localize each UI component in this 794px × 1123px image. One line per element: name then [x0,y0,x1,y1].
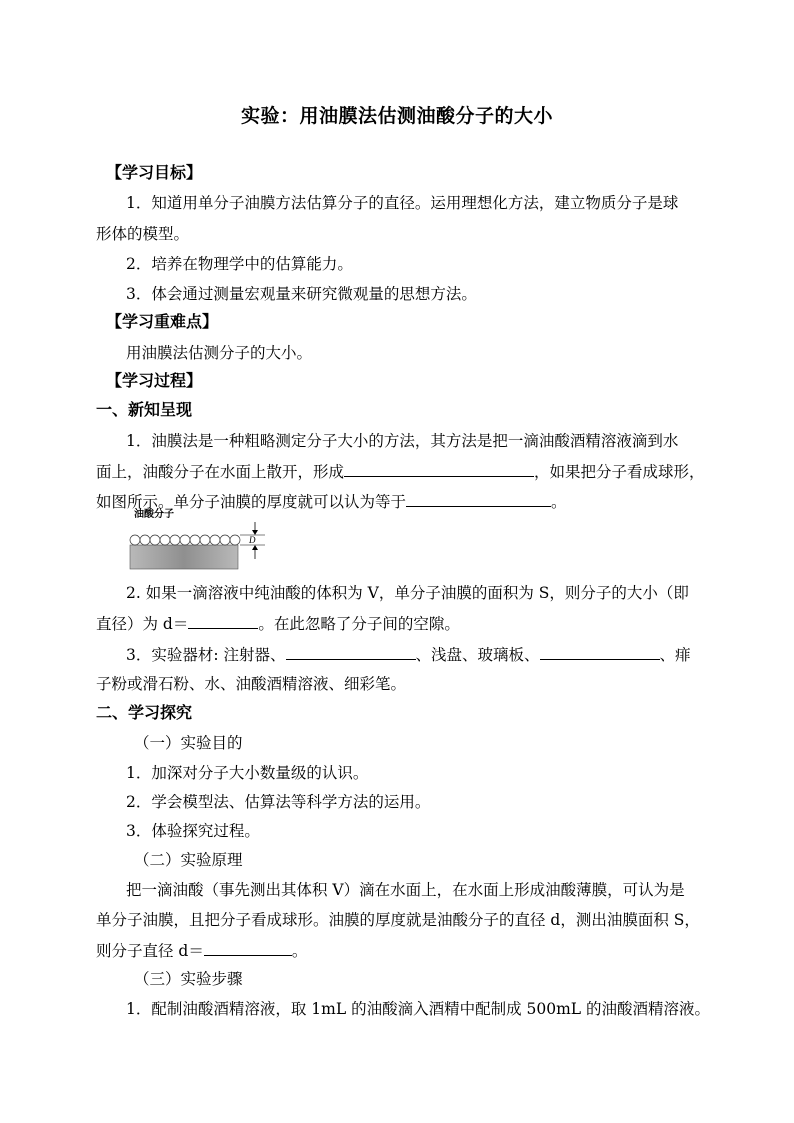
thickness-label: D [249,535,256,545]
objectives-heading: 【学习目标】 [106,163,203,182]
answer-blank-diameter[interactable] [188,613,258,629]
part1-p1-line2 [96,461,705,482]
part1-p1-line2-text-a: 面上，油酸分子在水面上散开，形成 [96,463,345,481]
s2-line-3-text-b: 。 [291,942,308,960]
process-heading: 【学习过程】 [106,371,203,390]
keypoints-heading: 【学习重难点】 [106,312,219,331]
figure-label: 油酸分子 [134,509,174,520]
answer-blank-formula[interactable] [204,940,292,956]
water-surface [130,545,238,569]
part1-p1-line3-text-b: 。 [551,493,567,511]
part1-p1-line1: 1．油膜法是一种粗略测定分子大小的方法，其方法是把一滴油酸酒精溶液滴到水 [126,432,679,450]
s1-item-3: 3．体验探究过程。 [126,822,260,840]
s2-line-1: 把一滴油酸（事先测出其体积 V）滴在水面上，在水面上形成油酸薄膜，可认为是 [126,881,685,899]
s2-line-3 [96,940,307,961]
s1-heading: （一）实验目的 [134,734,243,752]
answer-blank-equipment-2[interactable] [540,644,660,660]
part1-p3-line1 [126,644,691,665]
part1-p3-text-c: 、痱 [659,646,691,664]
part1-p3-text-a: 3．实验器材: 注射器、 [126,646,286,664]
s1-item-1: 1．加深对分子大小数量级的认识。 [126,764,369,782]
objective-1-line1: 1．知道用单分子油膜方法估算分子的直径。运用理想化方法，建立物质分子是球 [126,194,679,212]
s2-line-3-text-a: 则分子直径 d＝ [96,942,204,960]
part1-p3-text-b: 、浅盘、玻璃板、 [415,646,540,664]
objective-1-line2: 形体的模型。 [96,225,190,243]
part1-p2-line1: 2. 如果一滴溶液中纯油酸的体积为 V，单分子油膜的面积为 S，则分子的大小（即 [126,584,689,602]
objective-3: 3．体会通过测量宏观量来研究微观量的思想方法。 [126,285,477,303]
keypoints-text: 用油膜法估测分子的大小。 [126,344,313,362]
answer-blank-monolayer[interactable] [344,461,534,477]
s2-line-2: 单分子油膜，且把分子看成球形。油膜的厚度就是油酸分子的直径 d，测出油膜面积 S， [96,911,700,929]
part1-p2-line2 [96,613,460,634]
s3-heading: （三）实验步骤 [134,970,243,988]
objective-2: 2．培养在物理学中的估算能力。 [126,255,353,273]
page-title: 实验：用油膜法估测油酸分子的大小 [240,105,553,127]
oil-film-diagram [128,505,270,571]
part1-heading: 一、新知呈现 [96,400,193,419]
part1-p2-line2-text-a: 直径）为 d＝ [96,615,189,633]
s1-item-2: 2．学会模型法、估算法等科学方法的运用。 [126,793,431,811]
oil-film-figure [128,505,270,571]
part2-heading: 二、学习探究 [96,703,193,722]
part1-p2-line2-text-b: 。在此忽略了分子间的空隙。 [258,615,460,633]
answer-blank-equipment-1[interactable] [286,644,416,660]
s2-heading: （二）实验原理 [134,851,243,869]
molecule-row [130,535,240,545]
part1-p3-line2: 子粉或滑石粉、水、油酸酒精溶液、细彩笔。 [96,675,407,693]
part1-p1-line2-text-b: ，如果把分子看成球形， [534,463,705,481]
part1-p1-line3-text-a: 如图所示。单分子油膜的厚度就可以认为等于 [96,493,407,511]
s3-item-1: 1．配制油酸酒精溶液，取 1mL 的油酸滴入酒精中配制成 500mL 的油酸酒精溶液。 [126,1000,710,1018]
answer-blank-thickness[interactable] [406,491,551,507]
